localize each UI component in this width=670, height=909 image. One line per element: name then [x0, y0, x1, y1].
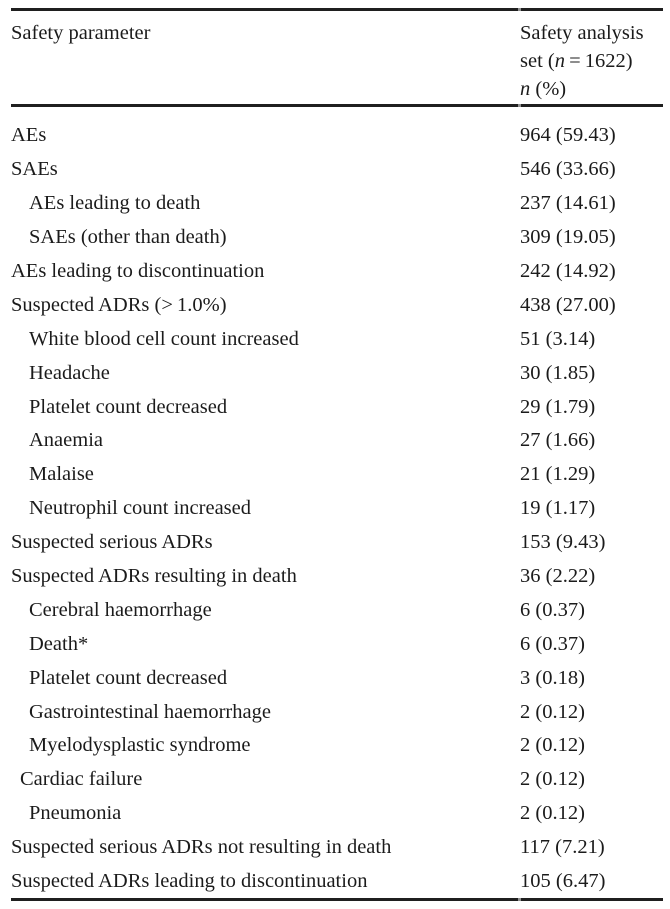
table-row: [11, 153, 663, 187]
row-value: 2 (0.12): [520, 802, 585, 825]
row-label: AEs: [11, 124, 47, 147]
row-value: 21 (1.29): [520, 463, 596, 486]
table-body: [11, 107, 663, 898]
row-label: Suspected ADRs resulting in death: [11, 565, 297, 588]
row-value: 3 (0.18): [520, 666, 585, 689]
row-value: 153 (9.43): [520, 531, 606, 554]
header-col2-line3-post: (%): [530, 78, 567, 100]
row-value: 27 (1.66): [520, 429, 596, 452]
table-row: [11, 695, 663, 729]
row-value: 6 (0.37): [520, 598, 585, 621]
row-value: 964 (59.43): [520, 124, 616, 147]
table-row: [11, 288, 663, 322]
table-row: [11, 458, 663, 492]
row-value: 242 (14.92): [520, 260, 616, 282]
row-label: Cardiac failure: [20, 768, 143, 791]
table-row: [11, 661, 663, 695]
table-row: [11, 526, 663, 560]
row-label: Headache: [29, 361, 110, 384]
header-col2-line2: [520, 47, 663, 75]
table-row: [11, 865, 663, 899]
row-label: Malaise: [29, 463, 94, 486]
header-col2-line3: [520, 75, 663, 103]
row-label: Platelet count decreased: [29, 395, 228, 418]
row-label: Gastrointestinal haemorrhage: [29, 700, 271, 723]
table-row: [11, 187, 663, 221]
row-label: Cerebral haemorrhage: [29, 598, 212, 621]
table-header-row: [11, 11, 663, 104]
row-label: SAEs (other than death): [29, 226, 227, 249]
table-row: [11, 424, 663, 458]
row-label: Pneumonia: [29, 802, 122, 825]
safety-table: [11, 8, 663, 901]
row-label: White blood cell count increased: [29, 327, 299, 350]
row-value: 29 (1.79): [520, 395, 596, 418]
header-italic-n: n: [520, 78, 531, 100]
row-value: 117 (7.21): [520, 836, 605, 859]
row-value: 2 (0.12): [520, 734, 585, 757]
row-label: Suspected serious ADRs: [11, 531, 213, 554]
table-row: [11, 356, 663, 390]
header-safety-parameter: Safety parameter: [11, 22, 151, 44]
row-value: 105 (6.47): [520, 870, 606, 893]
row-label: AEs leading to discontinuation: [11, 260, 265, 282]
row-value: 546 (33.66): [520, 158, 616, 181]
table-row: [11, 255, 663, 289]
row-label: AEs leading to death: [29, 192, 201, 215]
table-row: [11, 560, 663, 594]
row-label: SAEs: [11, 158, 58, 181]
row-value: 19 (1.17): [520, 497, 596, 520]
table-row: [11, 763, 663, 797]
table-row: [11, 831, 663, 865]
table-row: [11, 492, 663, 526]
row-value: 309 (19.05): [520, 226, 616, 249]
row-label: Suspected ADRs (> 1.0%): [11, 293, 227, 316]
row-value: 51 (3.14): [520, 327, 596, 350]
row-value: 2 (0.12): [520, 768, 585, 791]
header-col2-line2-post: = 1622): [564, 50, 633, 72]
row-value: 30 (1.85): [520, 361, 596, 384]
row-label: Suspected ADRs leading to discontinuation: [11, 870, 368, 893]
row-label: Platelet count decreased: [29, 666, 228, 689]
row-label: Anaemia: [29, 429, 103, 452]
row-value: 438 (27.00): [520, 293, 616, 316]
row-value: 2 (0.12): [520, 700, 585, 723]
row-value: 36 (2.22): [520, 565, 596, 588]
row-value: 6 (0.37): [520, 632, 585, 655]
header-col2-line2-pre: set (: [520, 50, 555, 72]
table-row: [11, 797, 663, 831]
row-value: 237 (14.61): [520, 192, 616, 215]
header-italic-n: n: [554, 50, 565, 72]
row-label: Suspected serious ADRs not resulting in death: [11, 836, 392, 859]
row-label: Death*: [29, 632, 89, 655]
header-col2-line1: Safety analysis: [520, 22, 644, 44]
row-label: Myelodysplastic syndrome: [29, 734, 251, 757]
table-row: [11, 221, 663, 255]
table-row: [11, 627, 663, 661]
table-row: [11, 593, 663, 627]
table-bottom-rule: [11, 898, 663, 901]
table-row: [11, 390, 663, 424]
table-row: [11, 729, 663, 763]
header-safety-analysis-set: [520, 19, 663, 103]
table-row: [11, 119, 663, 153]
row-label: Neutrophil count increased: [29, 497, 252, 520]
table-row: [11, 322, 663, 356]
